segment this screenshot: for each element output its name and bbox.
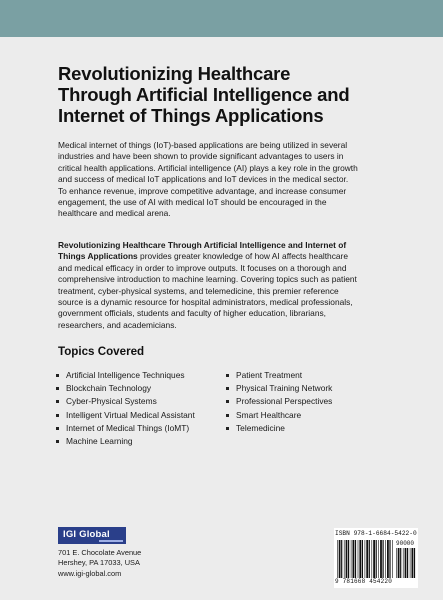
paragraph-2-line: comprehensive introduction to machine learning. Covering topics such as patient <box>58 274 357 285</box>
barcode-bar <box>385 540 386 578</box>
paragraph-1-line: and success of medical IoT applications and IoT devices in the medical sector. <box>58 174 349 185</box>
paragraph-1-line: healthcare and medical arena. <box>58 208 171 219</box>
barcode-supplement-bars <box>396 548 416 578</box>
logo-tagline-strip <box>99 540 123 542</box>
barcode-digits: 9 781668 454220 <box>335 578 393 585</box>
title-line-3: Internet of Things Applications <box>58 105 324 126</box>
topics-heading: Topics Covered <box>58 345 145 358</box>
paragraph-1-line: critical health applications. Artificial intelligence (AI) plays a key role in the growth <box>58 162 358 173</box>
description-paragraph-2 <box>58 240 403 331</box>
barcode-bars <box>337 540 393 578</box>
barcode-bar <box>348 540 349 578</box>
topic-item: Smart Healthcare <box>226 409 332 422</box>
barcode-bar <box>372 540 373 578</box>
paragraph-2-line: researchers, and academicians. <box>58 319 177 330</box>
barcode-bar <box>398 548 400 578</box>
topic-item: Artificial Intelligence Techniques <box>56 369 195 382</box>
barcode-bar <box>366 540 368 578</box>
barcode-bar <box>403 548 404 578</box>
address-line: Hershey, PA 17033, USA <box>58 558 140 568</box>
barcode-bar <box>362 540 363 578</box>
barcode-bar <box>383 540 384 578</box>
paragraph-2-bold-title: Revolutionizing Healthcare Through Artificial Intelligence and Internet of <box>58 240 347 250</box>
topic-item: Machine Learning <box>56 435 195 448</box>
publisher-logo-text: IGI Global <box>63 529 110 540</box>
paragraph-1-line: industries and have been shown to provide significant advantages to users in <box>58 151 344 162</box>
barcode-bar <box>365 540 366 578</box>
barcode-bar <box>346 540 348 578</box>
paragraph-1-line: Medical internet of things (IoT)-based applications are being utilized in several <box>58 140 348 150</box>
barcode-bar <box>387 540 389 578</box>
address-line: www.igi-global.com <box>58 568 122 578</box>
paragraph-1-line: To enhance revenue, improve competitive advantage, and increase consumer <box>58 185 347 196</box>
barcode-bar <box>410 548 411 578</box>
barcode-bar <box>407 548 408 578</box>
paragraph-2-line: government officials, students and faculty of higher education, librarians, <box>58 308 326 319</box>
paragraph-2-line-2 <box>58 251 403 262</box>
topic-item: Patient Treatment <box>226 369 332 382</box>
barcode-bar <box>414 548 415 578</box>
barcode-bar <box>400 548 401 578</box>
isbn-barcode <box>334 528 418 588</box>
topics-column-1 <box>56 369 195 448</box>
barcode-bar <box>353 540 355 578</box>
publisher-address <box>58 548 141 579</box>
description-paragraph-1 <box>58 140 403 220</box>
barcode-bar <box>392 540 393 578</box>
topic-item: Telemedicine <box>226 422 332 435</box>
topic-item: Professional Perspectives <box>226 395 332 408</box>
paragraph-2-bold-title-end: Things Applications <box>58 251 138 262</box>
barcode-bar <box>378 540 379 578</box>
topic-item: Intelligent Virtual Medical Assistant <box>56 409 195 422</box>
barcode-supplement-number: 90000 <box>396 540 415 547</box>
barcode-bar <box>369 540 370 578</box>
book-title <box>58 63 398 126</box>
barcode-bar <box>389 540 390 578</box>
topic-item: Blockchain Technology <box>56 382 195 395</box>
barcode-bar <box>337 540 338 578</box>
barcode-bar <box>359 540 361 578</box>
publisher-logo <box>58 527 126 544</box>
barcode-bar <box>380 540 382 578</box>
address-line: 701 E. Chocolate Avenue <box>58 548 142 557</box>
top-color-band <box>0 0 443 37</box>
barcode-bar <box>355 540 356 578</box>
barcode-bar <box>376 540 377 578</box>
title-line-2: Through Artificial Intelligence and <box>58 84 350 105</box>
isbn-text: ISBN 978-1-6684-5422-0 <box>335 530 417 537</box>
barcode-bar <box>344 540 345 578</box>
paragraph-2-line: source is a dynamic resource for hospital administrators, medical professionals, <box>58 297 353 308</box>
barcode-bar <box>412 548 414 578</box>
barcode-bar <box>396 548 397 578</box>
topic-item: Internet of Medical Things (IoMT) <box>56 422 195 435</box>
barcode-bar <box>373 540 375 578</box>
title-line-1: Revolutionizing Healthcare <box>58 63 291 84</box>
barcode-bar <box>351 540 352 578</box>
barcode-bar <box>339 540 341 578</box>
topic-item: Cyber-Physical Systems <box>56 395 195 408</box>
paragraph-2-line: treatment, cyber-physical systems, and telemedicine, this premier reference <box>58 285 339 296</box>
barcode-bar <box>405 548 407 578</box>
barcode-bar <box>341 540 342 578</box>
paragraph-2-line: and medical efficacy in order to improve outputs. It focuses on a thorough and <box>58 262 347 273</box>
paragraph-1-line: engagement, the use of AI with medical IoT should be encouraged in the <box>58 197 327 208</box>
paragraph-2-line-2-rest: provides greater knowledge of how AI affects healthcare <box>137 251 348 262</box>
barcode-bar <box>358 540 359 578</box>
topics-column-2 <box>226 369 332 435</box>
topic-item: Physical Training Network <box>226 382 332 395</box>
